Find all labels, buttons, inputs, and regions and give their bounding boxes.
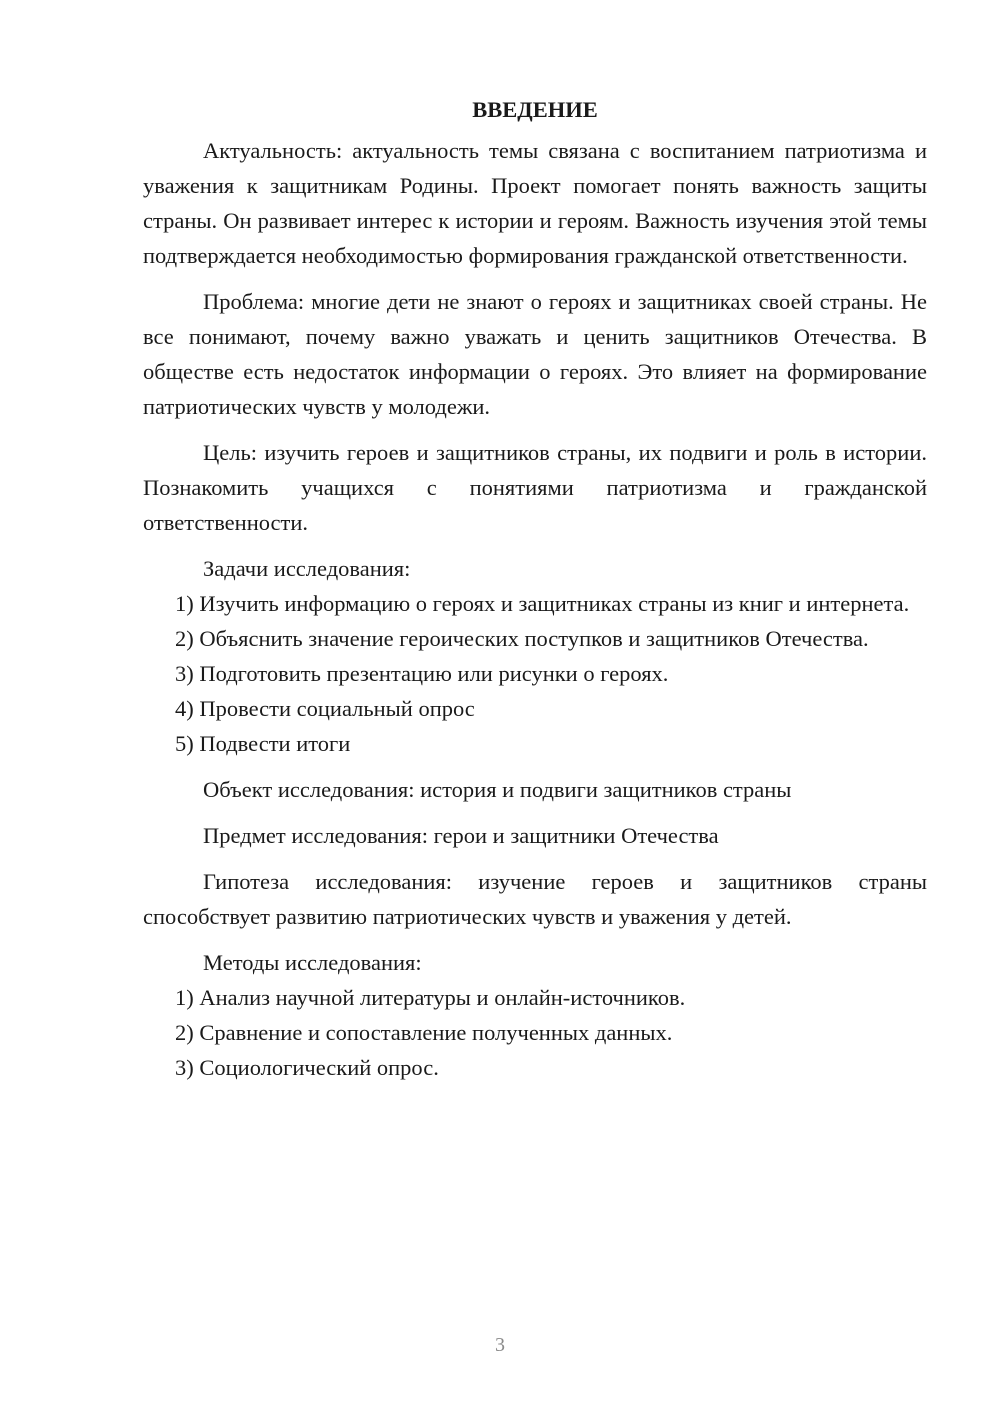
task-item: 2) Объяснить значение героических поступков и защитников Отечества. xyxy=(175,626,869,651)
section-title: ВВЕДЕНИЕ xyxy=(472,97,598,122)
subject-paragraph: Предмет исследования: герои и защитники Отечества xyxy=(203,823,719,848)
task-item: 5) Подвести итоги xyxy=(175,731,351,756)
page-number: 3 xyxy=(495,1334,505,1356)
goal-paragraph: Цель: изучить героев и защитников страны, их подвиги и роль в истории. Познакомить учащихся с понятиями патриотизма и гражданской ответственности. xyxy=(143,440,927,535)
task-item: 1) Изучить информацию о героях и защитниках страны из книг и интернета. xyxy=(175,591,910,616)
method-item: 2) Сравнение и сопоставление полученных данных. xyxy=(175,1020,673,1045)
method-item: 1) Анализ научной литературы и онлайн-источников. xyxy=(175,985,686,1010)
problem-paragraph: Проблема: многие дети не знают о героях и защитниках своей страны. Не все понимают, почему важно уважать и ценить защитников Отечества. В обществе есть недостаток информации о героях. Это влияет на формирование патриотических чувств у молодежи. xyxy=(143,289,927,419)
relevance-paragraph: Актуальность: актуальность темы связана с воспитанием патриотизма и уважения к защитникам Родины. Проект помогает понять важность защиты страны. Он развивает интерес к истории и героям. Важность изучения этой темы подтверждается необходимостью формирования гражданской ответственности. xyxy=(143,138,927,268)
document-page xyxy=(143,92,927,1085)
task-item: 3) Подготовить презентацию или рисунки о героях. xyxy=(175,661,669,686)
object-paragraph: Объект исследования: история и подвиги защитников страны xyxy=(203,777,792,802)
hypothesis-paragraph: Гипотеза исследования: изучение героев и защитников страны способствует развитию патриотических чувств и уважения у детей. xyxy=(143,869,927,929)
tasks-heading: Задачи исследования: xyxy=(203,556,411,581)
method-item: 3) Социологический опрос. xyxy=(175,1055,439,1080)
task-item: 4) Провести социальный опрос xyxy=(175,696,475,721)
methods-heading: Методы исследования: xyxy=(203,950,422,975)
